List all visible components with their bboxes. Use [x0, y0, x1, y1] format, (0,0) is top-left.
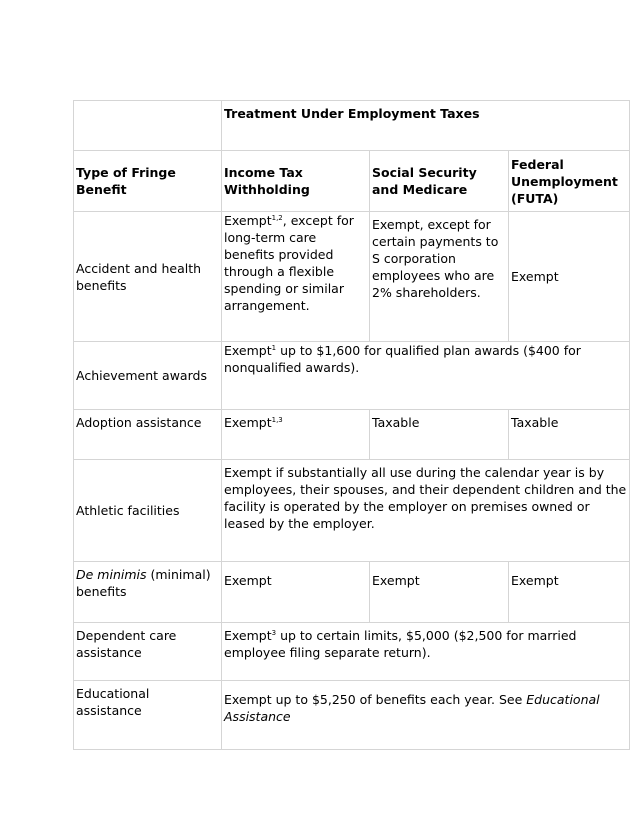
- treatment-text-rest: up to certain limits, $5,000 ($2,500 for married employee filing separate return).: [224, 628, 577, 660]
- income-tax-text: Exempt: [224, 213, 272, 228]
- group-title-cell: Treatment Under Employment Taxes: [222, 101, 630, 151]
- income-tax-cell: [222, 410, 370, 460]
- benefit-rest: (minimal) benefits: [76, 567, 211, 599]
- income-tax-cell: Exempt: [222, 562, 370, 623]
- footnote-ref: 1,3: [271, 415, 283, 424]
- benefit-cell: Adoption assistance: [74, 410, 222, 460]
- col-header-type: Type of Fringe Benefit: [74, 151, 222, 212]
- treatment-cell: [222, 681, 630, 750]
- footnote-ref: 1: [271, 343, 277, 352]
- col-header-income-tax: Income Tax Withholding: [222, 151, 370, 212]
- table-row-column-headers: [74, 151, 630, 212]
- empty-corner-cell: [74, 101, 222, 151]
- benefit-cell: [74, 562, 222, 623]
- income-tax-cell: [222, 212, 370, 342]
- footnote-ref: 1,2: [271, 213, 283, 222]
- treatment-text-rest: up to $1,600 for qualified plan awards ($400 for nonqualified awards).: [224, 343, 581, 375]
- social-security-cell: Exempt, except for certain payments to S corporation employees who are 2% shareholders.: [370, 212, 509, 342]
- col-header-futa: Federal Unemployment (FUTA): [509, 151, 630, 212]
- col-header-social-security: Social Security and Medicare: [370, 151, 509, 212]
- table-row-adoption-assistance: [74, 410, 630, 460]
- see-reference-italic: Educational Assistance: [224, 692, 600, 724]
- benefit-italic: De minimis: [76, 567, 147, 582]
- futa-cell: Exempt: [509, 562, 630, 623]
- treatment-cell: [222, 342, 630, 410]
- treatment-text: Exempt: [224, 343, 272, 358]
- footnote-ref: 3: [271, 628, 277, 637]
- fringe-benefit-table: [73, 100, 630, 750]
- treatment-cell: [222, 623, 630, 681]
- benefit-cell: Achievement awards: [74, 342, 222, 410]
- benefit-cell: Accident and health benefits: [74, 212, 222, 342]
- income-tax-text-rest: , except for long-term care benefits provided through a flexible spending or similar arrangement.: [224, 213, 354, 313]
- treatment-text: Exempt up to $5,250 of benefits each year. See: [224, 692, 527, 707]
- table-row-achievement-awards: [74, 342, 630, 410]
- table-row-athletic-facilities: [74, 460, 630, 562]
- benefit-cell: Dependent care assistance: [74, 623, 222, 681]
- benefit-cell: Athletic facilities: [74, 460, 222, 562]
- table-row-de-minimis: [74, 562, 630, 623]
- table-row-educational-assistance: [74, 681, 630, 750]
- treatment-cell: Exempt if substantially all use during the calendar year is by employees, their spouses, and their dependent children and the facility is operated by the employer on premises owned or leased by the employer.: [222, 460, 630, 562]
- income-tax-text: Exempt: [224, 415, 272, 430]
- futa-cell: Exempt: [509, 212, 630, 342]
- table-row-group-header: [74, 101, 630, 151]
- treatment-text: Exempt: [224, 628, 272, 643]
- social-security-cell: Taxable: [370, 410, 509, 460]
- futa-cell: Taxable: [509, 410, 630, 460]
- benefit-cell: Educational assistance: [74, 681, 222, 750]
- table-row-accident-health: [74, 212, 630, 342]
- social-security-cell: Exempt: [370, 562, 509, 623]
- table-row-dependent-care: [74, 623, 630, 681]
